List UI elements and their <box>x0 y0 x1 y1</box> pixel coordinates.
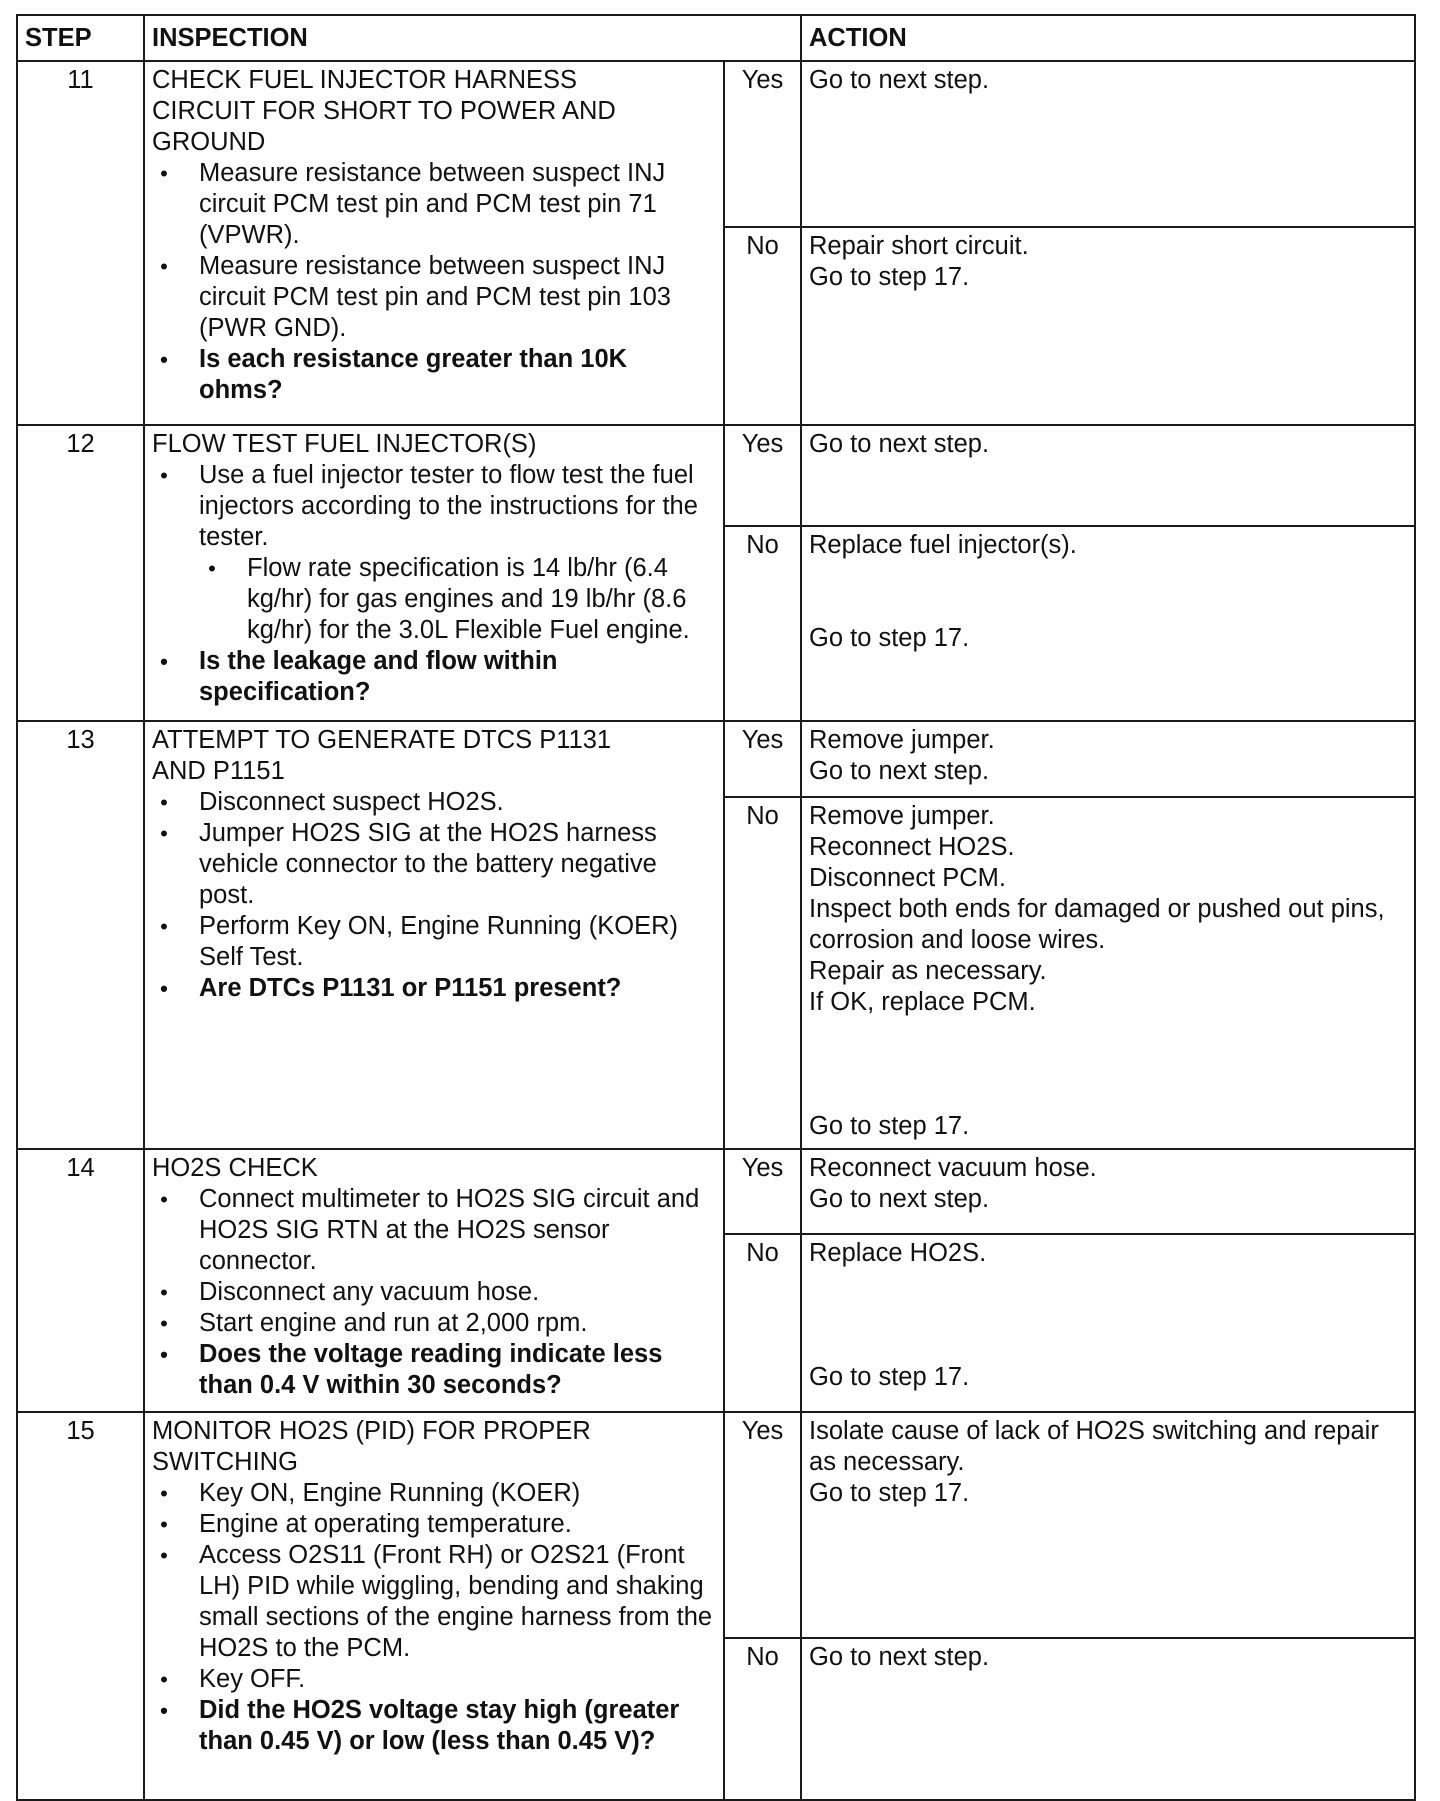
inspection-cell <box>144 61 724 425</box>
no-label: No <box>724 1638 801 1800</box>
inspection-bullet: • Measure resistance between suspect INJ circuit PCM test pin and PCM test pin 71 (VPWR). <box>199 158 716 251</box>
action-line: Go to step 17. <box>809 624 970 652</box>
action-line: Go to step 17. <box>809 1479 970 1507</box>
no-action <box>801 797 1415 1149</box>
inspection-bullet: • Measure resistance between suspect INJ circuit PCM test pin and PCM test pin 103 (PWR GND). <box>199 251 716 344</box>
yes-action <box>801 61 1415 227</box>
action-line: Disconnect PCM. <box>809 864 1006 892</box>
inspection-bullet: • Jumper HO2S SIG at the HO2S harness vehicle connector to the battery negative post. <box>199 818 716 911</box>
yes-action <box>801 1412 1415 1638</box>
action-line: Go to next step. <box>809 757 990 785</box>
table-row <box>17 1149 1415 1234</box>
inspection-sub-bullet: • Flow rate specification is 14 lb/hr (6.4 kg/hr) for gas engines and 19 lb/hr (8.6 kg/hr) for the 3.0L Flexible Fuel engine. <box>247 553 716 646</box>
no-label: No <box>724 227 801 425</box>
inspection-bullets <box>152 1184 716 1401</box>
yes-label: Yes <box>724 1149 801 1234</box>
inspection-bullet: • Disconnect any vacuum hose. <box>199 1277 716 1308</box>
inspection-title: SWITCHING <box>152 1448 298 1476</box>
action-line: Go to next step. <box>809 1643 990 1671</box>
inspection-title: MONITOR HO2S (PID) FOR PROPER <box>152 1417 591 1445</box>
action-line: Inspect both ends for damaged or pushed out pins, corrosion and loose wires. <box>809 895 1385 954</box>
spacer <box>809 1018 1407 1111</box>
no-label: No <box>724 1234 801 1412</box>
table-row <box>17 721 1415 797</box>
inspection-bullet: • Start engine and run at 2,000 rpm. <box>199 1308 716 1339</box>
inspection-bullet: • Disconnect suspect HO2S. <box>199 787 716 818</box>
inspection-question: • Does the voltage reading indicate less than 0.4 V within 30 seconds? <box>199 1339 716 1401</box>
header-action: ACTION <box>801 15 1415 61</box>
inspection-bullet: • Key ON, Engine Running (KOER) <box>199 1478 716 1509</box>
action-line: If OK, replace PCM. <box>809 988 1036 1016</box>
table-row <box>17 61 1415 227</box>
inspection-question: • Are DTCs P1131 or P1151 present? <box>199 973 716 1004</box>
inspection-bullets <box>152 158 716 406</box>
yes-label: Yes <box>724 425 801 526</box>
action-line: Isolate cause of lack of HO2S switching and repair as necessary. <box>809 1417 1379 1476</box>
spacer <box>809 561 1407 623</box>
step-number: 11 <box>17 61 144 425</box>
diagnostic-table <box>16 14 1416 1801</box>
yes-label: Yes <box>724 1412 801 1638</box>
header-inspection: INSPECTION <box>144 15 801 61</box>
inspection-title: FLOW TEST FUEL INJECTOR(S) <box>152 430 537 458</box>
action-line: Remove jumper. <box>809 726 995 754</box>
step-number: 13 <box>17 721 144 1149</box>
inspection-cell <box>144 721 724 1149</box>
inspection-title: GROUND <box>152 128 266 156</box>
yes-action <box>801 1149 1415 1234</box>
inspection-title: HO2S CHECK <box>152 1154 318 1182</box>
inspection-question: • Is each resistance greater than 10K ohms? <box>199 344 716 406</box>
yes-action <box>801 721 1415 797</box>
inspection-bullet: • Access O2S11 (Front RH) or O2S21 (Front LH) PID while wiggling, bending and shaking small sections of the engine harness from the HO2S to the PCM. <box>199 1540 716 1664</box>
table-header-row <box>17 15 1415 61</box>
inspection-bullet: • Key OFF. <box>199 1664 716 1695</box>
spacer <box>809 1269 1407 1362</box>
action-line: Remove jumper. <box>809 802 995 830</box>
no-action <box>801 1234 1415 1412</box>
step-number: 12 <box>17 425 144 721</box>
inspection-question: • Is the leakage and flow within specification? <box>199 646 716 708</box>
table-row <box>17 1412 1415 1638</box>
no-label: No <box>724 797 801 1149</box>
action-line: Reconnect vacuum hose. <box>809 1154 1097 1182</box>
header-step: STEP <box>17 15 144 61</box>
action-line: Repair short circuit. <box>809 232 1029 260</box>
no-label: No <box>724 526 801 721</box>
inspection-bullets <box>152 460 716 708</box>
action-line: Go to next step. <box>809 1185 990 1213</box>
action-line: Replace HO2S. <box>809 1239 987 1267</box>
diagnostic-table-sheet <box>16 14 1414 1773</box>
inspection-bullet: • Perform Key ON, Engine Running (KOER) Self Test. <box>199 911 716 973</box>
inspection-cell <box>144 1412 724 1800</box>
action-line: Repair as necessary. <box>809 957 1047 985</box>
inspection-bullet <box>199 460 716 646</box>
inspection-question: • Did the HO2S voltage stay high (greater than 0.45 V) or low (less than 0.45 V)? <box>199 1695 716 1757</box>
inspection-title: ATTEMPT TO GENERATE DTCS P1131 <box>152 726 612 754</box>
yes-action <box>801 425 1415 526</box>
inspection-bullets <box>152 1478 716 1757</box>
action-line: Go to step 17. <box>809 1112 970 1140</box>
no-action <box>801 1638 1415 1800</box>
no-action <box>801 526 1415 721</box>
step-number: 14 <box>17 1149 144 1412</box>
action-line: Go to step 17. <box>809 263 970 291</box>
inspection-bullet: • Engine at operating temperature. <box>199 1509 716 1540</box>
action-line: Go to next step. <box>809 66 990 94</box>
inspection-bullet-text: Use a fuel injector tester to flow test the fuel injectors according to the instructions for the tester. <box>199 461 698 551</box>
step-number: 15 <box>17 1412 144 1800</box>
action-line: Reconnect HO2S. <box>809 833 1015 861</box>
inspection-title: CIRCUIT FOR SHORT TO POWER AND <box>152 97 616 125</box>
inspection-bullets <box>152 787 716 1004</box>
action-line: Replace fuel injector(s). <box>809 531 1077 559</box>
inspection-bullet: • Connect multimeter to HO2S SIG circuit and HO2S SIG RTN at the HO2S sensor connector. <box>199 1184 716 1277</box>
yes-label: Yes <box>724 721 801 797</box>
inspection-title: AND P1151 <box>152 757 285 785</box>
yes-label: Yes <box>724 61 801 227</box>
inspection-cell <box>144 425 724 721</box>
table-row <box>17 425 1415 526</box>
action-line: Go to next step. <box>809 430 990 458</box>
inspection-cell <box>144 1149 724 1412</box>
inspection-title: CHECK FUEL INJECTOR HARNESS <box>152 66 578 94</box>
action-line: Go to step 17. <box>809 1363 970 1391</box>
inspection-sub-bullets <box>199 553 716 646</box>
no-action <box>801 227 1415 425</box>
